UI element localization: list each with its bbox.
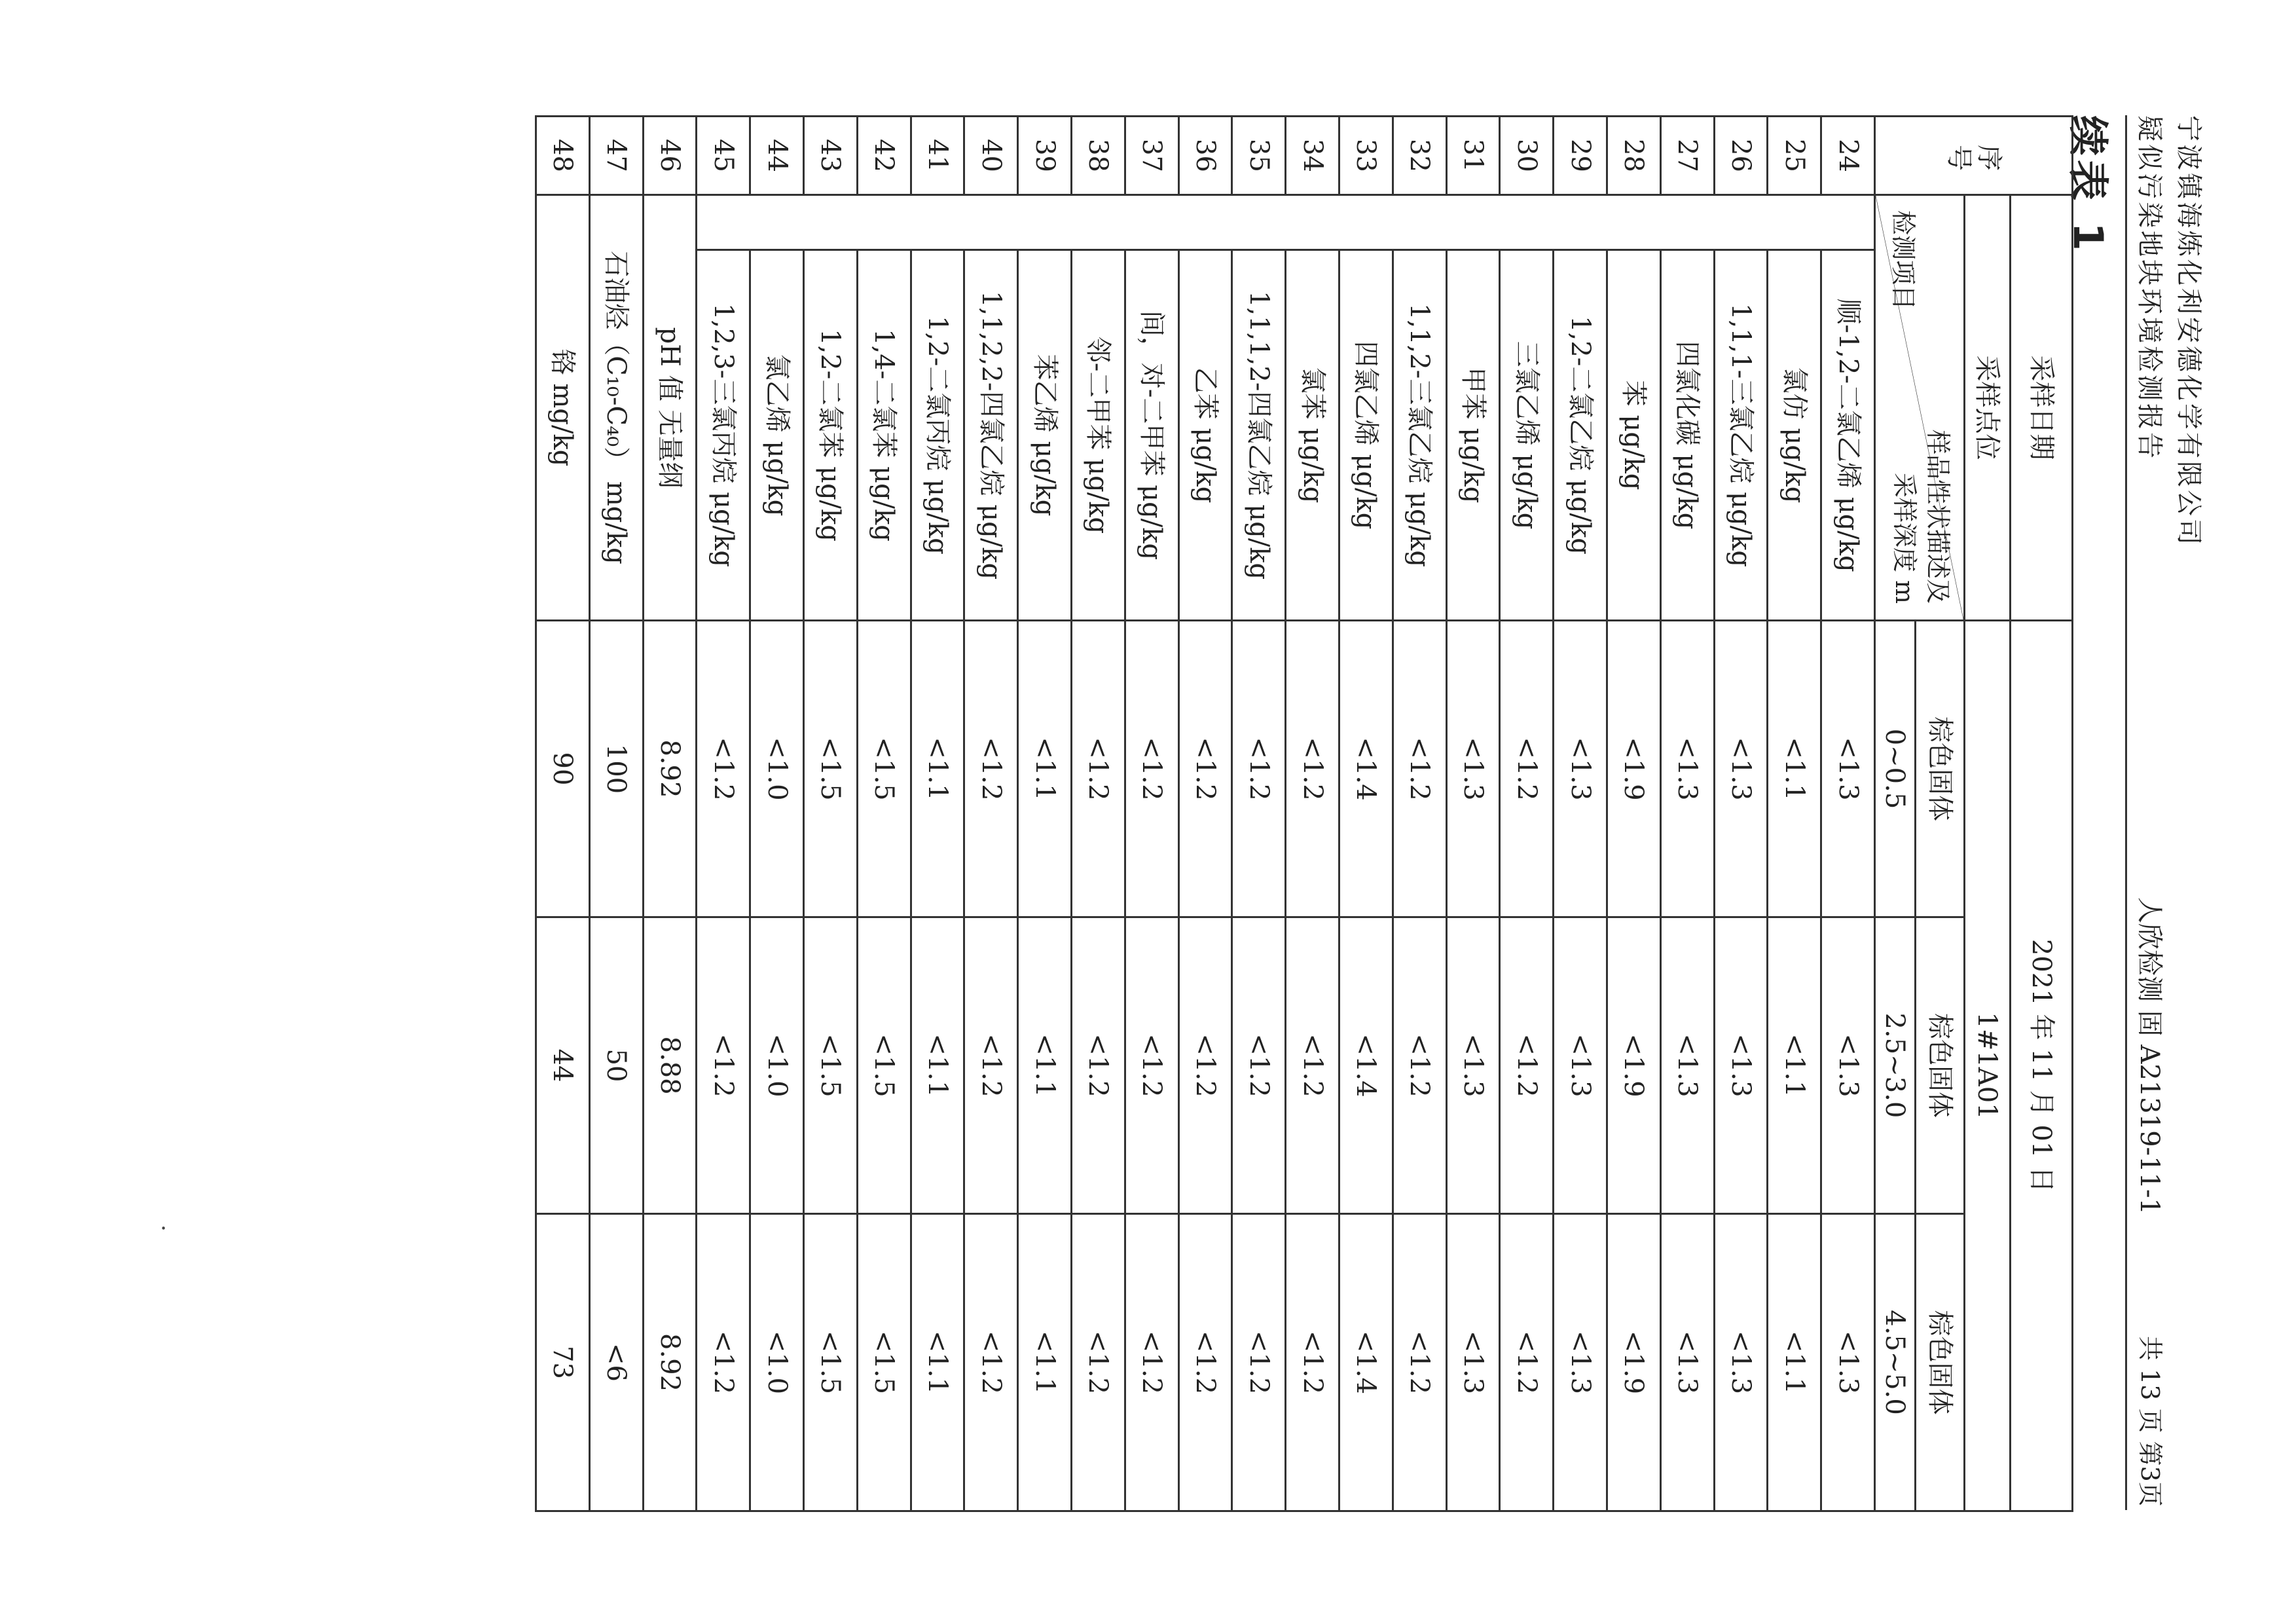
result-value: <1.0	[750, 917, 804, 1214]
result-value: <1.3	[1821, 917, 1875, 1214]
table-row	[1125, 117, 1178, 1511]
table-row	[1821, 117, 1875, 1511]
row-number: 44	[750, 117, 804, 195]
sample-depth: 2.5~3.0	[1875, 917, 1916, 1214]
test-item: 邻-二甲苯 μg/kg	[1072, 250, 1125, 621]
result-value: <1.2	[1393, 917, 1446, 1214]
test-item: 乙苯 μg/kg	[1178, 250, 1232, 621]
result-value: <1.2	[697, 621, 750, 917]
row-number: 40	[964, 117, 1018, 195]
sample-desc: 棕色固体	[1916, 621, 1965, 917]
test-item: 1,1,2,2-四氯乙烷 μg/kg	[964, 250, 1018, 621]
header-row-desc	[1916, 117, 1965, 1511]
sampling-date-label: 采样日期	[2011, 195, 2073, 621]
row-number: 29	[1554, 117, 1607, 195]
result-value: <1.2	[1072, 621, 1125, 917]
row-number: 46	[643, 117, 697, 195]
test-item: 苯乙烯 μg/kg	[1018, 250, 1072, 621]
sample-desc: 棕色固体	[1916, 917, 1965, 1214]
test-item: 氯乙烯 μg/kg	[750, 250, 804, 621]
row-number: 41	[911, 117, 964, 195]
row-number: 42	[857, 117, 911, 195]
sampling-date-value: 2021 年 11 月 01 日	[2011, 621, 2073, 1511]
table-row	[804, 117, 858, 1511]
result-value: 8.88	[643, 917, 697, 1214]
test-item: 1,2-二氯乙烷 μg/kg	[1554, 250, 1607, 621]
result-value: <1.1	[911, 621, 964, 917]
row-number: 47	[589, 117, 643, 195]
result-value: <1.1	[1018, 1214, 1072, 1511]
result-value: <1.2	[1393, 621, 1446, 917]
test-item: 铬 mg/kg	[536, 195, 590, 621]
table-row	[643, 117, 697, 1511]
table-row	[1178, 117, 1232, 1511]
row-number: 26	[1714, 117, 1768, 195]
table-row	[911, 117, 964, 1511]
result-value: <1.3	[1821, 1214, 1875, 1511]
row-number: 39	[1018, 117, 1072, 195]
result-value: <1.1	[911, 1214, 964, 1511]
header-row-date	[2011, 117, 2073, 1511]
result-value: <1.2	[1072, 917, 1125, 1214]
result-value: <1.3	[1446, 1214, 1500, 1511]
table-row	[1660, 117, 1714, 1511]
table-row	[1768, 117, 1821, 1511]
result-value: 44	[536, 917, 590, 1214]
sampling-point-value: 1#1A01	[1965, 621, 2011, 1511]
table-row	[589, 117, 643, 1511]
row-number: 43	[804, 117, 858, 195]
result-value: <1.2	[1178, 917, 1232, 1214]
row-number: 24	[1821, 117, 1875, 195]
result-value: <1.2	[1232, 917, 1286, 1214]
test-item: 1,2,3-三氯丙烷 μg/kg	[697, 250, 750, 621]
header-col-no: 序号	[1875, 117, 2073, 195]
result-value: <1.3	[1660, 1214, 1714, 1511]
result-value: <1.3	[1714, 917, 1768, 1214]
row-number: 32	[1393, 117, 1446, 195]
result-value: <1.3	[1821, 621, 1875, 917]
document-number: 人欣检测 固 A21319-11-1	[2134, 897, 2164, 1215]
test-item: 三氯乙烯 μg/kg	[1500, 250, 1554, 621]
test-item: 氯仿 μg/kg	[1768, 250, 1821, 621]
result-value: <1.2	[1125, 917, 1178, 1214]
row-number: 28	[1607, 117, 1661, 195]
result-value: <1.2	[1286, 1214, 1339, 1511]
test-item: 间，对-二甲苯 μg/kg	[1125, 250, 1178, 621]
table-row	[1554, 117, 1607, 1511]
test-item: pH 值 无量纲	[643, 195, 697, 621]
result-value: <1.0	[750, 1214, 804, 1511]
row-number: 27	[1660, 117, 1714, 195]
result-value: <1.3	[1660, 917, 1714, 1214]
result-value: <1.4	[1339, 621, 1393, 917]
test-item: 苯 μg/kg	[1607, 250, 1661, 621]
row-number: 30	[1500, 117, 1554, 195]
sampling-point-label: 采样点位	[1965, 195, 2011, 621]
stray-mark: ·	[150, 1225, 176, 1232]
row-number: 48	[536, 117, 590, 195]
result-value: <1.3	[1714, 1214, 1768, 1511]
result-value: <1.1	[1018, 917, 1072, 1214]
row-number: 34	[1286, 117, 1339, 195]
test-item: 1,4-二氯苯 μg/kg	[857, 250, 911, 621]
result-value: 8.92	[643, 1214, 697, 1511]
table-row	[1500, 117, 1554, 1511]
result-value: 8.92	[643, 621, 697, 917]
table-row	[964, 117, 1018, 1511]
result-value: <1.3	[1446, 917, 1500, 1214]
result-value: <6	[589, 1214, 643, 1511]
table-row	[1232, 117, 1286, 1511]
table-row	[1018, 117, 1072, 1511]
row-number: 35	[1232, 117, 1286, 195]
result-value: <1.2	[1125, 1214, 1178, 1511]
test-item: 石油烃（C₁₀-C₄₀） mg/kg	[589, 195, 643, 621]
test-item: 1,2-二氯苯 μg/kg	[804, 250, 858, 621]
test-item: 1,1,1,2-四氯乙烷 μg/kg	[1232, 250, 1286, 621]
result-value: <1.5	[804, 621, 858, 917]
table-row	[750, 117, 804, 1511]
row-number: 37	[1125, 117, 1178, 195]
result-value: 50	[589, 917, 643, 1214]
table-row	[1286, 117, 1339, 1511]
header-divider	[2125, 115, 2127, 1510]
result-value: <1.1	[1768, 621, 1821, 917]
result-value: <1.2	[964, 1214, 1018, 1511]
result-value: <1.2	[1125, 621, 1178, 917]
result-value: <1.1	[1768, 1214, 1821, 1511]
result-value: <1.3	[1660, 621, 1714, 917]
table-title: 续表 1	[2064, 115, 2112, 255]
item-label: 检测项目	[1888, 210, 1918, 310]
result-value: <1.2	[1232, 621, 1286, 917]
test-item: 四氯化碳 μg/kg	[1660, 250, 1714, 621]
table-row	[1446, 117, 1500, 1511]
result-value: <1.1	[1768, 917, 1821, 1214]
table-row	[857, 117, 911, 1511]
result-value: <1.2	[1178, 621, 1232, 917]
row-number: 25	[1768, 117, 1821, 195]
result-value: <1.2	[964, 621, 1018, 917]
result-value: <1.4	[1339, 917, 1393, 1214]
group-label-voc	[697, 195, 1875, 250]
table-row	[1339, 117, 1393, 1511]
result-value: <1.3	[1554, 917, 1607, 1214]
report-title: 疑似污染地块环境检测报告	[2134, 115, 2164, 461]
result-value: <1.5	[857, 917, 911, 1214]
table-row	[1714, 117, 1768, 1511]
result-value: <1.2	[1500, 1214, 1554, 1511]
result-value: <1.2	[697, 1214, 750, 1511]
result-value: <1.3	[1554, 1214, 1607, 1511]
result-value: <1.9	[1607, 1214, 1661, 1511]
test-item: 氯苯 μg/kg	[1286, 250, 1339, 621]
row-number: 36	[1178, 117, 1232, 195]
result-value: <1.2	[1393, 1214, 1446, 1511]
header-diagonal-cell	[1875, 195, 1965, 621]
result-value: <1.2	[1500, 621, 1554, 917]
sample-depth: 0~0.5	[1875, 621, 1916, 917]
result-value: 73	[536, 1214, 590, 1511]
test-item: 1,2-二氯丙烷 μg/kg	[911, 250, 964, 621]
table-row	[1393, 117, 1446, 1511]
result-value: <1.1	[1018, 621, 1072, 917]
row-number: 31	[1446, 117, 1500, 195]
row-number: 45	[697, 117, 750, 195]
header-row-point	[1965, 117, 2011, 1511]
sample-depth: 4.5~5.0	[1875, 1214, 1916, 1511]
result-value: <1.3	[1446, 621, 1500, 917]
result-value: <1.9	[1607, 621, 1661, 917]
result-value: <1.0	[750, 621, 804, 917]
page-number: 共 13 页 第3页	[2136, 1336, 2164, 1507]
test-item: 1,1,2-三氯乙烷 μg/kg	[1393, 250, 1446, 621]
row-number: 38	[1072, 117, 1125, 195]
result-value: <1.9	[1607, 917, 1661, 1214]
table-row	[1607, 117, 1661, 1511]
result-value: <1.3	[1714, 621, 1768, 917]
result-value: <1.2	[697, 917, 750, 1214]
depth-label: 采样深度 m	[1889, 472, 1919, 604]
result-value: <1.2	[964, 917, 1018, 1214]
result-value: <1.2	[1286, 917, 1339, 1214]
result-value: <1.2	[1178, 1214, 1232, 1511]
desc-label: 样品性状描述及	[1923, 429, 1952, 604]
test-item: 顺-1,2-二氯乙烯 μg/kg	[1821, 250, 1875, 621]
result-value: <1.5	[804, 917, 858, 1214]
result-value: <1.2	[1500, 917, 1554, 1214]
result-value: <1.5	[857, 1214, 911, 1511]
result-value: <1.1	[911, 917, 964, 1214]
table-row	[697, 117, 750, 1511]
result-value: <1.2	[1232, 1214, 1286, 1511]
result-value: <1.3	[1554, 621, 1607, 917]
results-table	[535, 115, 2073, 1512]
table-row	[536, 117, 590, 1511]
row-number: 33	[1339, 117, 1393, 195]
sample-desc: 棕色固体	[1916, 1214, 1965, 1511]
test-item: 1,1,1-三氯乙烷 μg/kg	[1714, 250, 1768, 621]
result-value: 100	[589, 621, 643, 917]
desc-depth-label	[1887, 430, 1954, 604]
result-value: <1.4	[1339, 1214, 1393, 1511]
result-value: <1.2	[1072, 1214, 1125, 1511]
test-item: 甲苯 μg/kg	[1446, 250, 1500, 621]
table-row	[1072, 117, 1125, 1511]
result-value: <1.2	[1286, 621, 1339, 917]
result-value: 90	[536, 621, 590, 917]
test-item: 四氯乙烯 μg/kg	[1339, 250, 1393, 621]
company-name: 宁波镇海炼化利安德化学有限公司	[2174, 115, 2204, 547]
result-value: <1.5	[804, 1214, 858, 1511]
result-value: <1.5	[857, 621, 911, 917]
